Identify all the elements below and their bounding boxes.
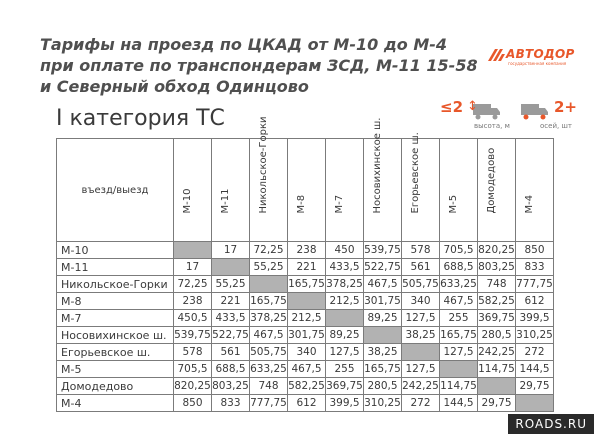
avtodor-logo-icon xyxy=(486,48,506,62)
fare-cell: 450 xyxy=(326,242,364,259)
diagonal-cell xyxy=(364,327,402,344)
fare-cell: 114,75 xyxy=(440,378,478,395)
table-row xyxy=(57,276,554,293)
fare-cell: 578 xyxy=(174,344,212,361)
column-header-label: М-4 xyxy=(523,194,535,214)
fare-cell: 17 xyxy=(212,242,250,259)
fare-cell: 38,25 xyxy=(402,327,440,344)
title-line-1: Тарифы на проезд по ЦКАД от М-10 до М-4 xyxy=(40,35,448,54)
table-header-row xyxy=(57,139,554,242)
fare-cell: 127,5 xyxy=(326,344,364,361)
column-header-label: М-5 xyxy=(447,194,459,214)
fare-cell: 255 xyxy=(326,361,364,378)
fare-cell: 55,25 xyxy=(212,276,250,293)
fare-cell: 522,75 xyxy=(364,259,402,276)
table-row xyxy=(57,242,554,259)
fare-cell: 340 xyxy=(402,293,440,310)
fare-cell: 29,75 xyxy=(478,395,516,412)
vehicle-params xyxy=(440,98,580,134)
column-header xyxy=(212,139,250,242)
row-header: М-8 xyxy=(57,293,174,310)
fare-cell: 433,5 xyxy=(326,259,364,276)
fare-cell: 17 xyxy=(174,259,212,276)
fare-cell: 255 xyxy=(440,310,478,327)
fare-cell: 212,5 xyxy=(326,293,364,310)
column-header xyxy=(516,139,554,242)
fare-cell: 238 xyxy=(288,242,326,259)
column-header xyxy=(440,139,478,242)
fare-cell: 38,25 xyxy=(364,344,402,361)
column-header xyxy=(326,139,364,242)
fare-cell: 467,5 xyxy=(250,327,288,344)
fare-cell: 89,25 xyxy=(326,327,364,344)
table-row xyxy=(57,259,554,276)
fare-cell: 369,75 xyxy=(326,378,364,395)
column-header-label: Носовихинское ш. xyxy=(371,117,383,214)
table-body xyxy=(57,242,554,412)
axles-caption: осей, шт xyxy=(540,122,572,130)
fare-cell: 833 xyxy=(212,395,250,412)
row-header: Егорьевское ш. xyxy=(57,344,174,361)
fare-cell: 127,5 xyxy=(440,344,478,361)
fare-cell: 803,25 xyxy=(478,259,516,276)
column-header xyxy=(402,132,440,242)
fare-cell: 777,75 xyxy=(516,276,554,293)
fare-cell: 238 xyxy=(174,293,212,310)
fare-cell: 578 xyxy=(402,242,440,259)
row-header: М-5 xyxy=(57,361,174,378)
row-header: М-4 xyxy=(57,395,174,412)
title-line-3: и Северный обход Одинцово xyxy=(40,77,309,96)
row-header: М-10 xyxy=(57,242,174,259)
fare-cell: 280,5 xyxy=(478,327,516,344)
fare-cell: 748 xyxy=(250,378,288,395)
fare-cell: 369,75 xyxy=(478,310,516,327)
fare-cell: 242,25 xyxy=(478,344,516,361)
diagonal-cell xyxy=(212,259,250,276)
fare-cell: 165,75 xyxy=(440,327,478,344)
diagonal-cell xyxy=(478,378,516,395)
fare-cell: 399,5 xyxy=(326,395,364,412)
category-heading: I категория ТС xyxy=(56,106,225,131)
fare-cell: 820,25 xyxy=(174,378,212,395)
fare-cell: 272 xyxy=(402,395,440,412)
diagonal-cell xyxy=(402,344,440,361)
fare-cell: 114,75 xyxy=(478,361,516,378)
column-header-label: М-7 xyxy=(333,194,345,214)
fare-cell: 433,5 xyxy=(212,310,250,327)
fare-cell: 833 xyxy=(516,259,554,276)
diagonal-cell xyxy=(516,395,554,412)
fare-cell: 72,25 xyxy=(250,242,288,259)
table-row xyxy=(57,395,554,412)
table-row xyxy=(57,310,554,327)
fare-cell: 242,25 xyxy=(402,378,440,395)
fare-cell: 467,5 xyxy=(364,276,402,293)
title-line-2: при оплате по транспондерам ЗСД, М-11 15-58 xyxy=(40,56,478,75)
page-title xyxy=(40,34,478,97)
table-row xyxy=(57,293,554,310)
column-header-label: М-11 xyxy=(219,188,231,214)
diagonal-cell xyxy=(288,293,326,310)
row-header: М-11 xyxy=(57,259,174,276)
watermark: ROADS.RU xyxy=(508,414,594,434)
fare-cell: 127,5 xyxy=(402,361,440,378)
fare-cell: 221 xyxy=(288,259,326,276)
diagonal-cell xyxy=(326,310,364,327)
logo-name: АВТОДОР xyxy=(506,47,575,61)
table-row xyxy=(57,327,554,344)
table-row xyxy=(57,361,554,378)
fare-cell: 467,5 xyxy=(288,361,326,378)
fare-cell: 803,25 xyxy=(212,378,250,395)
fare-cell: 221 xyxy=(212,293,250,310)
fare-cell: 561 xyxy=(402,259,440,276)
corner-header: въезд/выезд xyxy=(57,139,174,242)
fare-cell: 29,75 xyxy=(516,378,554,395)
fare-cell: 688,5 xyxy=(440,259,478,276)
fare-cell: 165,75 xyxy=(288,276,326,293)
fare-cell: 633,25 xyxy=(250,361,288,378)
column-header-label: Егорьевское ш. xyxy=(409,132,421,214)
diagonal-cell xyxy=(440,361,478,378)
row-header: М-7 xyxy=(57,310,174,327)
fare-cell: 688,5 xyxy=(212,361,250,378)
fare-cell: 467,5 xyxy=(440,293,478,310)
column-header-label: Домодедово xyxy=(485,147,497,214)
column-header xyxy=(174,139,212,242)
fare-cell: 165,75 xyxy=(250,293,288,310)
fare-cell: 705,5 xyxy=(440,242,478,259)
column-header xyxy=(250,116,288,242)
fare-cell: 127,5 xyxy=(402,310,440,327)
fare-cell: 850 xyxy=(174,395,212,412)
fare-cell: 301,75 xyxy=(288,327,326,344)
fare-cell: 55,25 xyxy=(250,259,288,276)
fare-cell: 399,5 xyxy=(516,310,554,327)
row-header: Домодедово xyxy=(57,378,174,395)
fare-cell: 144,5 xyxy=(516,361,554,378)
row-header: Носовихинское ш. xyxy=(57,327,174,344)
fare-cell: 89,25 xyxy=(364,310,402,327)
diagonal-cell xyxy=(250,276,288,293)
fare-cell: 301,75 xyxy=(364,293,402,310)
fare-cell: 144,5 xyxy=(440,395,478,412)
fare-cell: 820,25 xyxy=(478,242,516,259)
fare-cell: 165,75 xyxy=(364,361,402,378)
fare-cell: 212,5 xyxy=(288,310,326,327)
fare-cell: 561 xyxy=(212,344,250,361)
fare-cell: 72,25 xyxy=(174,276,212,293)
height-value: ≤2 xyxy=(440,98,464,116)
table-row xyxy=(57,378,554,395)
logo-tagline: государственная компания xyxy=(508,61,567,66)
fare-cell: 450,5 xyxy=(174,310,212,327)
fare-cell: 582,25 xyxy=(288,378,326,395)
fare-cell: 539,75 xyxy=(364,242,402,259)
fare-cell: 340 xyxy=(288,344,326,361)
fare-cell: 272 xyxy=(516,344,554,361)
column-header-label: М-8 xyxy=(295,194,307,214)
fare-cell: 378,25 xyxy=(326,276,364,293)
fare-cell: 378,25 xyxy=(250,310,288,327)
fare-cell: 505,75 xyxy=(402,276,440,293)
column-header xyxy=(478,139,516,242)
fare-cell: 850 xyxy=(516,242,554,259)
column-header xyxy=(364,117,402,242)
fare-cell: 310,25 xyxy=(364,395,402,412)
height-arrow-icon: ↕ xyxy=(467,99,478,114)
fare-cell: 522,75 xyxy=(212,327,250,344)
column-header xyxy=(288,139,326,242)
column-header-label: Никольское-Горки xyxy=(257,116,269,214)
fare-cell: 612 xyxy=(516,293,554,310)
axles-value: 2+ xyxy=(554,98,578,116)
truck-axles-icon xyxy=(520,102,550,120)
fare-cell: 582,25 xyxy=(478,293,516,310)
diagonal-cell xyxy=(174,242,212,259)
fare-cell: 705,5 xyxy=(174,361,212,378)
avtodor-logo xyxy=(486,46,575,66)
table-row xyxy=(57,344,554,361)
fare-cell: 633,25 xyxy=(440,276,478,293)
fare-cell: 612 xyxy=(288,395,326,412)
fare-cell: 505,75 xyxy=(250,344,288,361)
fare-cell: 280,5 xyxy=(364,378,402,395)
column-header-label: М-10 xyxy=(181,188,193,214)
row-header: Никольское-Горки xyxy=(57,276,174,293)
fare-cell: 748 xyxy=(478,276,516,293)
fare-cell: 539,75 xyxy=(174,327,212,344)
height-caption: высота, м xyxy=(474,122,510,130)
fare-cell: 777,75 xyxy=(250,395,288,412)
fare-cell: 310,25 xyxy=(516,327,554,344)
